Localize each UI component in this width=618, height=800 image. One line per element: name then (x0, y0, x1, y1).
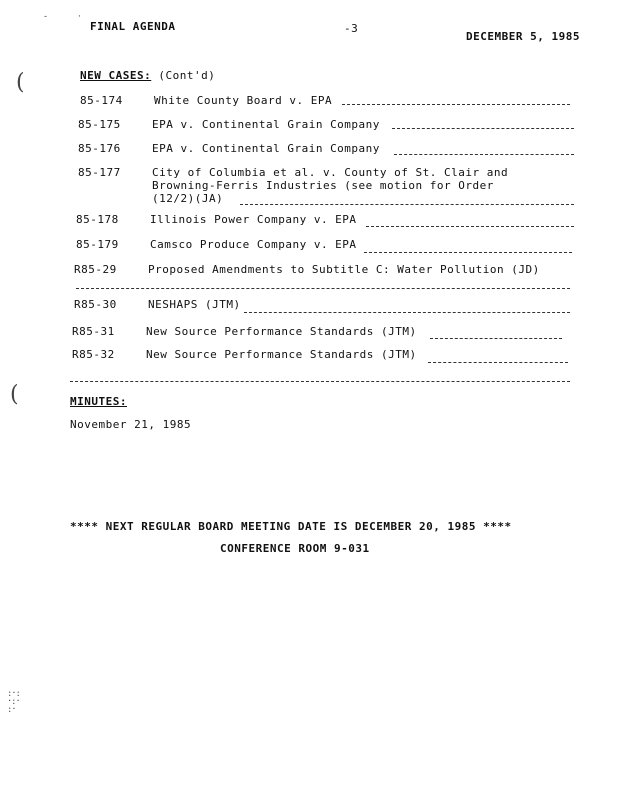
case-number: 85-177 (78, 166, 121, 179)
scan-noise: :·: ·:· :· (8, 688, 21, 715)
case-number: 85-176 (78, 142, 121, 155)
agenda-title: FINAL AGENDA (90, 20, 176, 33)
entry-rule (428, 362, 568, 363)
scan-speck: - (44, 12, 48, 22)
case-item (74, 298, 241, 311)
case-title-cont: (12/2)(JA) (152, 192, 224, 205)
case-title: EPA v. Continental Grain Company (152, 118, 380, 131)
entry-rule (76, 288, 570, 289)
case-number: R85-30 (74, 298, 117, 311)
case-item (78, 118, 380, 131)
case-item (80, 94, 332, 107)
case-number: R85-29 (74, 263, 117, 276)
case-item (72, 325, 417, 338)
case-number: R85-32 (72, 348, 115, 361)
case-title: New Source Performance Standards (JTM) (146, 348, 417, 361)
case-item (76, 238, 357, 251)
case-number: 85-175 (78, 118, 121, 131)
case-title: NESHAPS (JTM) (148, 298, 241, 311)
entry-rule (366, 226, 574, 227)
conference-room: CONFERENCE ROOM 9-031 (220, 542, 370, 555)
entry-rule (394, 154, 574, 155)
case-title: EPA v. Continental Grain Company (152, 142, 380, 155)
entry-rule (430, 338, 562, 339)
entry-rule (240, 204, 574, 205)
next-meeting-notice: **** NEXT REGULAR BOARD MEETING DATE IS DECEMBER 20, 1985 **** (70, 520, 512, 533)
scan-speck: · (78, 12, 81, 22)
punch-hole-mark: ( (16, 70, 25, 95)
case-item (78, 142, 380, 155)
agenda-date: DECEMBER 5, 1985 (466, 30, 580, 43)
case-number: 85-179 (76, 238, 119, 251)
entry-rule (364, 252, 572, 253)
new-cases-heading: NEW CASES: (Cont'd) (80, 69, 216, 82)
case-title: White County Board v. EPA (154, 94, 333, 107)
case-item (78, 166, 508, 179)
page-number: -3 (344, 22, 359, 35)
case-title: Illinois Power Company v. EPA (150, 213, 357, 226)
case-number: 85-174 (80, 94, 123, 107)
case-number: R85-31 (72, 325, 115, 338)
punch-hole-mark: ( (10, 382, 19, 407)
case-title: City of Columbia et al. v. County of St. Clair and (152, 166, 509, 179)
case-item (74, 263, 540, 276)
entry-rule (342, 104, 570, 105)
entry-rule (70, 381, 570, 382)
minutes-date: November 21, 1985 (70, 418, 192, 431)
entry-rule (392, 128, 574, 129)
case-item (76, 213, 357, 226)
case-item (72, 348, 417, 361)
minutes-heading: MINUTES: (70, 395, 127, 408)
case-title: Proposed Amendments to Subtitle C: Water Pollution (JD) (148, 263, 540, 276)
case-title-cont: Browning-Ferris Industries (see motion for Order (152, 179, 494, 192)
entry-rule (244, 312, 570, 313)
case-title: New Source Performance Standards (JTM) (146, 325, 417, 338)
case-number: 85-178 (76, 213, 119, 226)
case-title: Camsco Produce Company v. EPA (150, 238, 357, 251)
